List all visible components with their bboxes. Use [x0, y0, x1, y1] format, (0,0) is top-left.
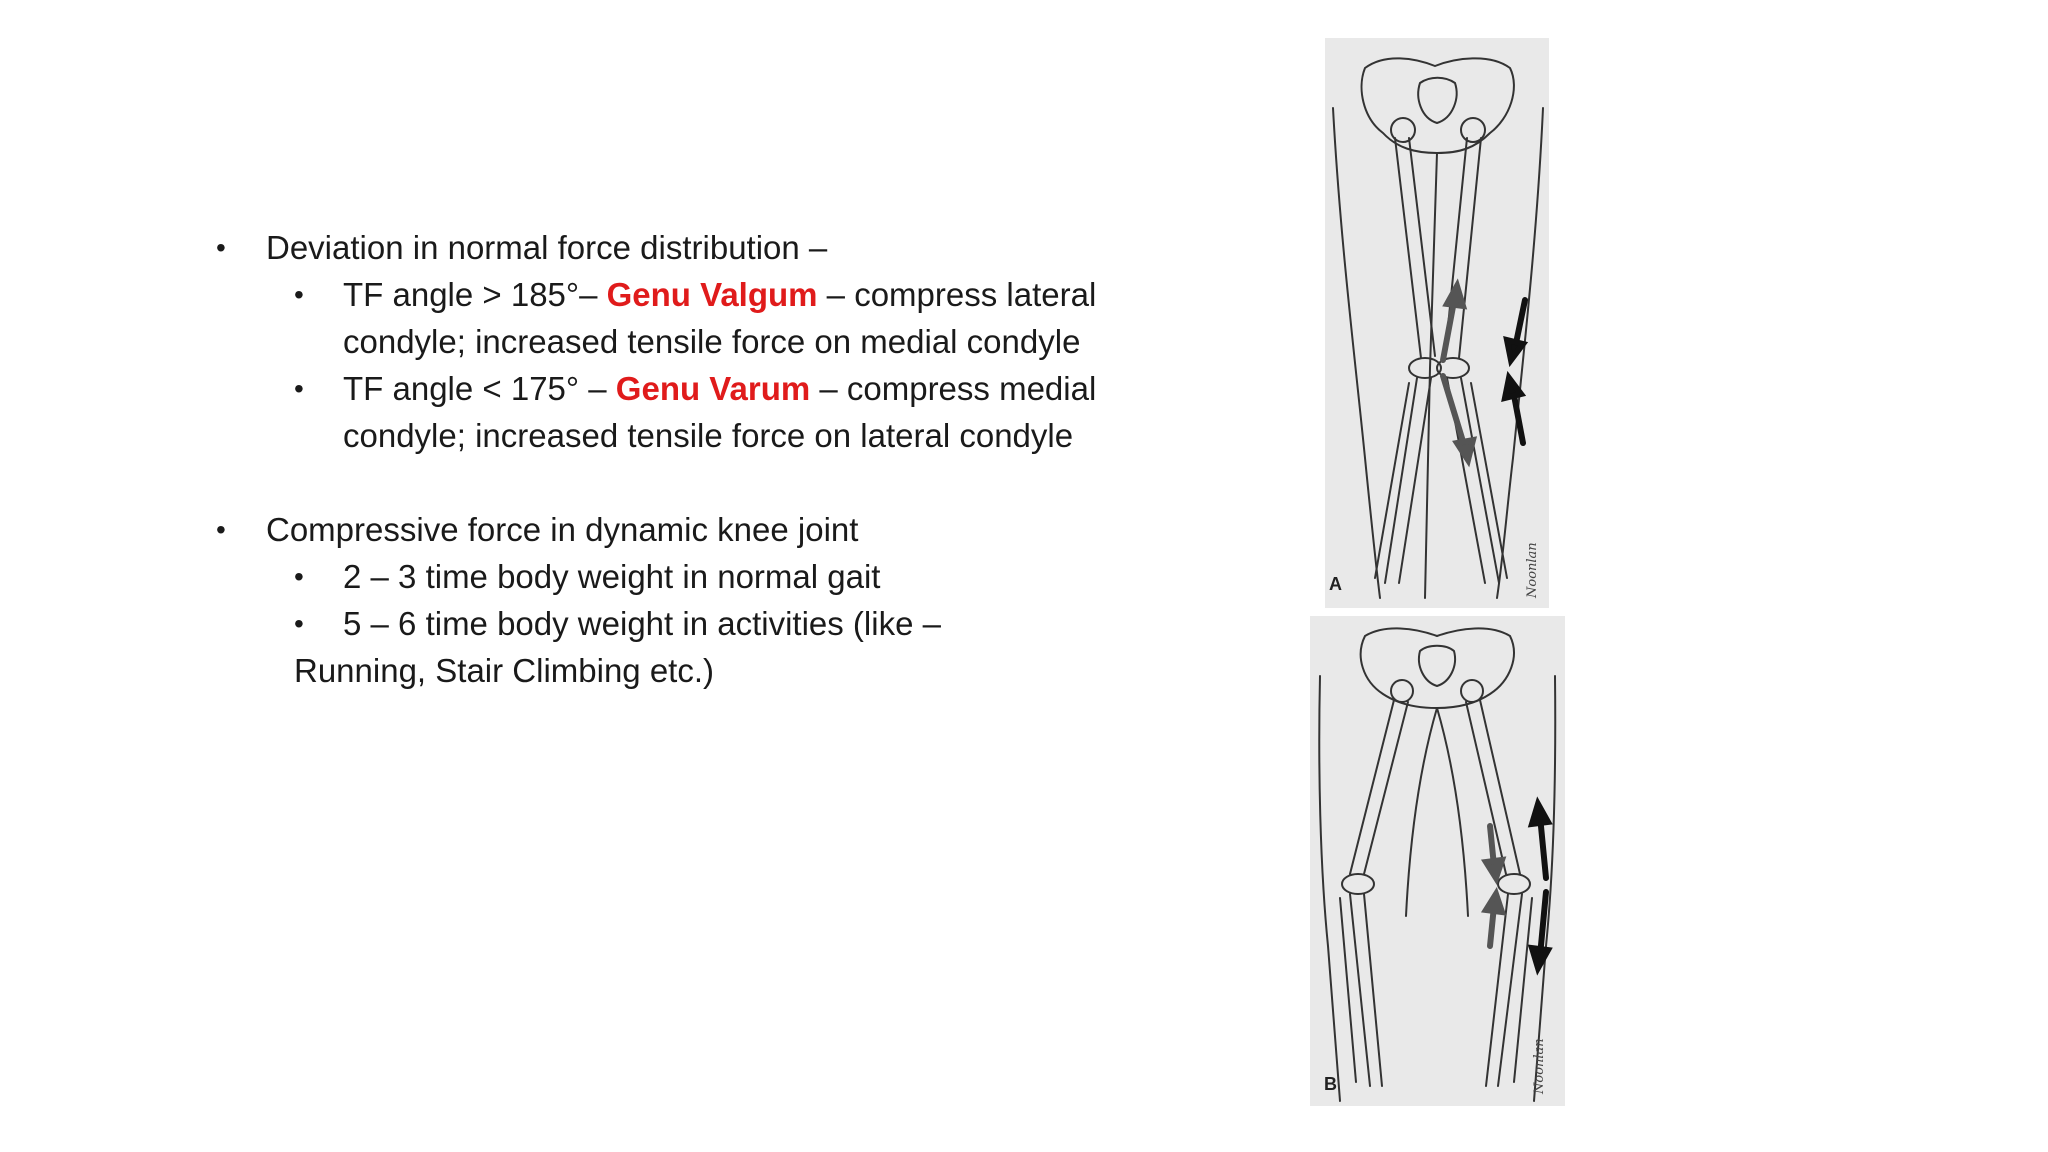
sub-bullet-activities: 5 – 6 time body weight in activities (like – [343, 605, 941, 642]
genu-varum-term: Genu Varum [615, 370, 811, 407]
sub-bullet-marker: • [294, 373, 304, 404]
valgum-suffix: – compress lateral [817, 276, 1097, 313]
sub-bullet-activities-continuation: Running, Stair Climbing etc.) [294, 652, 715, 689]
figure-genu-valgum [1325, 38, 1549, 608]
bullet-marker: • [216, 514, 226, 545]
figure-a-label: A [1329, 574, 1342, 594]
bullet-1-text: Deviation in normal force distribution – [266, 229, 828, 266]
sub-bullet-marker: • [294, 279, 304, 310]
figure-b-signature: Noonlan [1532, 1038, 1547, 1094]
sub-bullet-marker: • [294, 608, 304, 639]
varum-suffix: – compress medial [810, 370, 1097, 407]
genu-varum-skeleton-drawing [1310, 616, 1565, 1106]
bullet-marker: • [216, 232, 226, 263]
figure-b-label: B [1324, 1074, 1337, 1094]
sub-bullet-valgum [343, 275, 1096, 315]
genu-valgum-skeleton-drawing [1325, 38, 1549, 608]
valgum-prefix: TF angle > 185°– [343, 276, 607, 313]
sub-bullet-marker: • [294, 561, 304, 592]
varum-prefix: TF angle < 175° – [343, 370, 616, 407]
bullet-2-text: Compressive force in dynamic knee joint [266, 511, 859, 548]
sub-bullet-varum-continuation: condyle; increased tensile force on lateral condyle [343, 417, 1074, 454]
sub-bullet-valgum-continuation: condyle; increased tensile force on medial condyle [343, 323, 1081, 360]
figure-a-signature: Noonlan [1525, 542, 1540, 598]
slide-text [0, 0, 1240, 760]
sub-bullet-varum [343, 369, 1096, 409]
genu-valgum-term: Genu Valgum [606, 276, 818, 313]
sub-bullet-normal-gait: 2 – 3 time body weight in normal gait [343, 558, 881, 595]
figure-genu-varum [1310, 616, 1565, 1106]
